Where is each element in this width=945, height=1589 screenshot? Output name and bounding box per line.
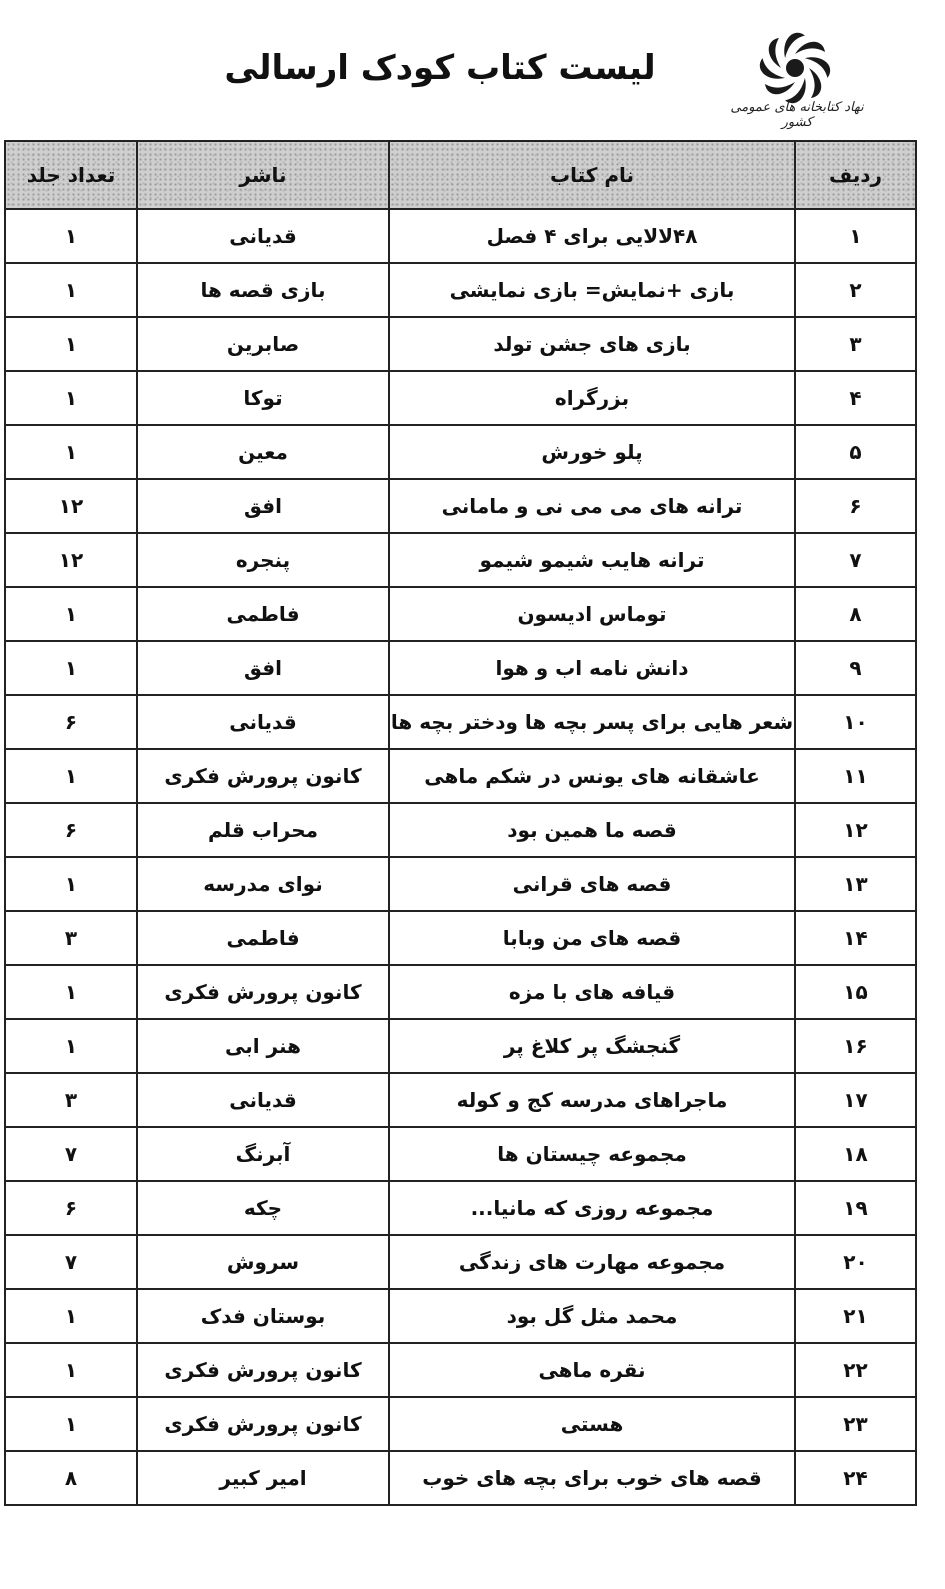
table-header-row: [5, 141, 916, 209]
column-header-book-title: نام کتاب: [389, 141, 795, 209]
table-row: [5, 911, 916, 965]
cell-book-title: ترانه هایب شیمو شیمو: [389, 533, 795, 587]
cell-volume-count: ۳: [5, 911, 137, 965]
logo-caption: نهاد کتابخانه های عمومی کشور: [730, 100, 864, 130]
cell-book-title: مجموعه روزی که مانیا...: [389, 1181, 795, 1235]
cell-book-title: قصه های خوب برای بچه های خوب: [389, 1451, 795, 1505]
cell-book-title: پلو خورش: [389, 425, 795, 479]
cell-row-number: ۷: [795, 533, 916, 587]
table-row: [5, 749, 916, 803]
cell-publisher: بوستان فدک: [137, 1289, 389, 1343]
cell-publisher: فاطمی: [137, 911, 389, 965]
cell-publisher: سروش: [137, 1235, 389, 1289]
cell-publisher: فاطمی: [137, 587, 389, 641]
cell-publisher: کانون پرورش فکری: [137, 1397, 389, 1451]
table-row: [5, 479, 916, 533]
cell-volume-count: ۸: [5, 1451, 137, 1505]
cell-book-title: مجموعه مهارت های زندگی: [389, 1235, 795, 1289]
cell-row-number: ۱۷: [795, 1073, 916, 1127]
cell-volume-count: ۱۲: [5, 533, 137, 587]
table-row: [5, 533, 916, 587]
cell-volume-count: ۶: [5, 695, 137, 749]
cell-book-title: محمد مثل گل بود: [389, 1289, 795, 1343]
cell-publisher: امیر کبیر: [137, 1451, 389, 1505]
table-row: [5, 1181, 916, 1235]
table-row: [5, 641, 916, 695]
cell-row-number: ۲۱: [795, 1289, 916, 1343]
cell-publisher: هنر ابی: [137, 1019, 389, 1073]
cell-publisher: آبرنگ: [137, 1127, 389, 1181]
table-row: [5, 1343, 916, 1397]
cell-book-title: مجموعه چیستان ها: [389, 1127, 795, 1181]
table-row: [5, 317, 916, 371]
cell-publisher: توکا: [137, 371, 389, 425]
cell-publisher: کانون پرورش فکری: [137, 965, 389, 1019]
cell-row-number: ۲۴: [795, 1451, 916, 1505]
cell-book-title: توماس ادیسون: [389, 587, 795, 641]
book-list-table: [4, 140, 917, 1506]
table-row: [5, 587, 916, 641]
cell-publisher: پنجره: [137, 533, 389, 587]
cell-volume-count: ۱: [5, 749, 137, 803]
cell-publisher: محراب قلم: [137, 803, 389, 857]
cell-volume-count: ۷: [5, 1235, 137, 1289]
cell-volume-count: ۷: [5, 1127, 137, 1181]
cell-row-number: ۲۳: [795, 1397, 916, 1451]
cell-volume-count: ۱: [5, 425, 137, 479]
cell-book-title: نقره ماهی: [389, 1343, 795, 1397]
table-row: [5, 1235, 916, 1289]
table-row: [5, 209, 916, 263]
cell-volume-count: ۱: [5, 1343, 137, 1397]
cell-book-title: قصه های قرانی: [389, 857, 795, 911]
cell-row-number: ۶: [795, 479, 916, 533]
cell-volume-count: ۱: [5, 965, 137, 1019]
cell-row-number: ۱۹: [795, 1181, 916, 1235]
cell-publisher: معین: [137, 425, 389, 479]
cell-publisher: چکه: [137, 1181, 389, 1235]
cell-volume-count: ۱: [5, 371, 137, 425]
cell-row-number: ۱۰: [795, 695, 916, 749]
cell-publisher: افق: [137, 479, 389, 533]
cell-book-title: بازی های جشن تولد: [389, 317, 795, 371]
cell-row-number: ۱۱: [795, 749, 916, 803]
cell-row-number: ۱۴: [795, 911, 916, 965]
cell-book-title: ۴۸لالایی برای ۴ فصل: [389, 209, 795, 263]
cell-volume-count: ۱: [5, 587, 137, 641]
cell-row-number: ۱۲: [795, 803, 916, 857]
page-header: [0, 0, 945, 140]
cell-row-number: ۱۸: [795, 1127, 916, 1181]
cell-volume-count: ۱: [5, 1289, 137, 1343]
table-row: [5, 1289, 916, 1343]
cell-book-title: بازی +نمایش= بازی نمایشی: [389, 263, 795, 317]
table-row: [5, 1019, 916, 1073]
cell-book-title: قیافه های با مزه: [389, 965, 795, 1019]
table-row: [5, 965, 916, 1019]
cell-row-number: ۱۳: [795, 857, 916, 911]
cell-volume-count: ۱: [5, 317, 137, 371]
cell-book-title: قصه های من وبابا: [389, 911, 795, 965]
cell-row-number: ۱: [795, 209, 916, 263]
cell-publisher: بازی قصه ها: [137, 263, 389, 317]
cell-volume-count: ۱: [5, 1397, 137, 1451]
cell-book-title: ترانه های می می نی و مامانی: [389, 479, 795, 533]
table-row: [5, 695, 916, 749]
cell-volume-count: ۱۲: [5, 479, 137, 533]
cell-volume-count: ۱: [5, 641, 137, 695]
cell-row-number: ۲۰: [795, 1235, 916, 1289]
table-row: [5, 1073, 916, 1127]
cell-book-title: گنجشگ پر کلاغ پر: [389, 1019, 795, 1073]
cell-publisher: قدیانی: [137, 1073, 389, 1127]
cell-book-title: ماجراهای مدرسه کج و کوله: [389, 1073, 795, 1127]
cell-book-title: هستی: [389, 1397, 795, 1451]
cell-book-title: دانش نامه اب و هوا: [389, 641, 795, 695]
cell-publisher: نوای مدرسه: [137, 857, 389, 911]
column-header-row-number: ردیف: [795, 141, 916, 209]
cell-volume-count: ۶: [5, 1181, 137, 1235]
table-row: [5, 371, 916, 425]
cell-row-number: ۲۲: [795, 1343, 916, 1397]
table-row: [5, 1397, 916, 1451]
cell-book-title: شعر هایی برای پسر بچه ها ودختر بچه ها: [389, 695, 795, 749]
cell-row-number: ۱۵: [795, 965, 916, 1019]
cell-volume-count: ۳: [5, 1073, 137, 1127]
cell-row-number: ۸: [795, 587, 916, 641]
cell-publisher: کانون پرورش فکری: [137, 1343, 389, 1397]
table-body: [5, 209, 916, 1505]
cell-book-title: عاشقانه های یونس در شکم ماهی: [389, 749, 795, 803]
cell-volume-count: ۱: [5, 1019, 137, 1073]
cell-book-title: قصه ما همین بود: [389, 803, 795, 857]
cell-publisher: قدیانی: [137, 695, 389, 749]
table-row: [5, 1127, 916, 1181]
table-row: [5, 263, 916, 317]
cell-volume-count: ۶: [5, 803, 137, 857]
cell-row-number: ۳: [795, 317, 916, 371]
cell-publisher: افق: [137, 641, 389, 695]
cell-publisher: کانون پرورش فکری: [137, 749, 389, 803]
cell-row-number: ۱۶: [795, 1019, 916, 1073]
cell-publisher: صابرین: [137, 317, 389, 371]
cell-book-title: بزرگراه: [389, 371, 795, 425]
table-row: [5, 803, 916, 857]
table-row: [5, 1451, 916, 1505]
cell-publisher: قدیانی: [137, 209, 389, 263]
column-header-volume-count: تعداد جلد: [5, 141, 137, 209]
table-row: [5, 425, 916, 479]
cell-row-number: ۴: [795, 371, 916, 425]
cell-row-number: ۵: [795, 425, 916, 479]
cell-volume-count: ۱: [5, 263, 137, 317]
cell-volume-count: ۱: [5, 209, 137, 263]
cell-row-number: ۹: [795, 641, 916, 695]
cell-volume-count: ۱: [5, 857, 137, 911]
table-row: [5, 857, 916, 911]
page-title: لیست کتاب کودک ارسالی: [224, 48, 656, 88]
column-header-publisher: ناشر: [137, 141, 389, 209]
cell-row-number: ۲: [795, 263, 916, 317]
